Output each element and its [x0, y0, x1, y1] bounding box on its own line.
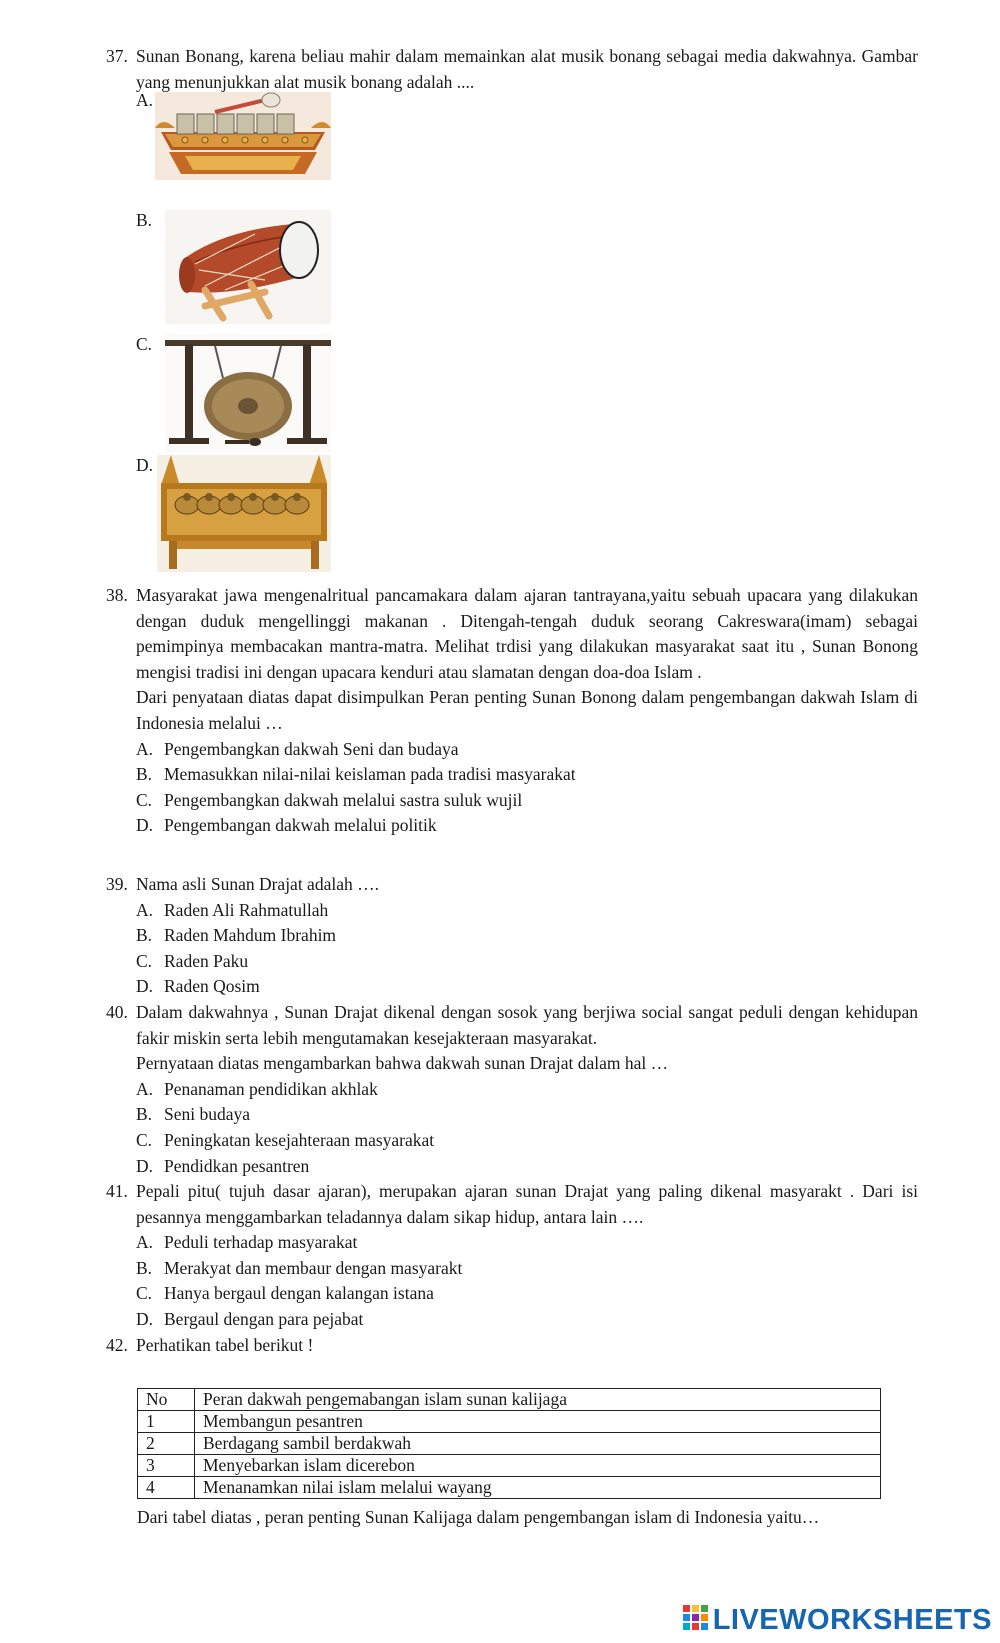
table-cell: Membangun pesantren	[195, 1411, 881, 1433]
question-41	[106, 1179, 918, 1333]
question-text: Masyarakat jawa mengenalritual pancamakara dalam ajaran tantrayana,yaitu sebuah upacara yang dilakukan dengan duduk mengellinggi makanan . Ditengah-tengah duduk seorang Cakreswara(imam) sebagai pemimpinya membacakan mantra-matra. Melihat trdisi yang dilakukan masyarakat saat itu , Sunan Bonong mengisi tradisi ini dengan upacara kenduri atau slamatan dengan doa-doa Islam .	[136, 585, 918, 682]
table-cell: 3	[138, 1455, 195, 1477]
question-number: 40.	[106, 1002, 128, 1022]
option-c[interactable]: C. Hanya bergaul dengan kalangan istana	[136, 1283, 434, 1304]
option-b[interactable]: B. Memasukkan nilai-nilai keislaman pada tradisi masyarakat	[136, 764, 576, 785]
kalijaga-table	[137, 1388, 881, 1499]
table-cell: 2	[138, 1433, 195, 1455]
table-row	[138, 1433, 881, 1455]
options-list	[136, 1230, 918, 1332]
option-a[interactable]: A. Peduli terhadap masyarakat	[136, 1232, 358, 1253]
option-a[interactable]: A. Pengembangkan dakwah Seni dan budaya	[136, 738, 459, 759]
option-letter: B.	[136, 210, 153, 230]
question-text: Perhatikan tabel berikut !	[136, 1335, 314, 1355]
question-text: Dalam dakwahnya , Sunan Drajat dikenal dengan sosok yang berjiwa social sangat peduli dengan kehidupan fakir miskin serta lebih mengutamakan kesejakteraan masyarakat.	[136, 1002, 918, 1048]
question-42-followup: Dari tabel diatas , peran penting Sunan Kalijaga dalam pengembangan islam di Indonesia yaitu…	[137, 1507, 820, 1527]
question-40	[106, 1000, 918, 1179]
saron-gamelan-image	[155, 92, 331, 180]
question-text: Sunan Bonang, karena beliau mahir dalam memainkan alat musik bonang sebagai media dakwahnya. Gambar yang menunjukkan alat musik bonang adalah ....	[136, 46, 918, 92]
table-cell: 1	[138, 1411, 195, 1433]
question-42	[106, 1333, 918, 1359]
option-letter: D.	[136, 455, 154, 475]
liveworksheets-logo-icon	[683, 1605, 709, 1636]
options-list	[136, 737, 918, 839]
question-39	[106, 872, 918, 1000]
option-d[interactable]: D. Bergaul dengan para pejabat	[136, 1308, 364, 1329]
option-c[interactable]: C. Raden Paku	[136, 950, 249, 971]
option-b[interactable]: B. Merakyat dan membaur dengan masyarakt	[136, 1257, 463, 1278]
bonang-gamelan-image	[157, 455, 331, 572]
option-b[interactable]: B. Seni budaya	[136, 1104, 251, 1125]
question-37	[106, 44, 918, 95]
table-cell: Menanamkan nilai islam melalui wayang	[195, 1477, 881, 1499]
option-c[interactable]: C. Pengembangkan dakwah melalui sastra suluk wujil	[136, 789, 523, 810]
gong-image	[165, 334, 331, 452]
table-cell: 4	[138, 1477, 195, 1499]
options-list	[136, 1077, 918, 1179]
logo-text: LIVEWORKSHEETS	[712, 1603, 992, 1636]
question-number: 42.	[106, 1335, 128, 1355]
table-row	[138, 1477, 881, 1499]
options-list	[136, 898, 918, 1000]
question-number: 41.	[106, 1181, 128, 1201]
liveworksheets-logo[interactable]	[683, 1603, 992, 1637]
kendang-drum-image	[165, 210, 331, 324]
option-letter: C.	[136, 334, 153, 354]
option-a[interactable]: A. Raden Ali Rahmatullah	[136, 899, 329, 920]
question-text: Nama asli Sunan Drajat adalah ….	[136, 874, 379, 894]
option-d[interactable]: D. Pengembangan dakwah melalui politik	[136, 815, 437, 836]
question-text: Pepali pitu( tujuh dasar ajaran), merupakan ajaran sunan Drajat yang paling dikenal masyarakt . Dari isi pesannya menggambarkan teladannya dalam sikap hidup, antara lain ….	[136, 1181, 918, 1227]
question-38	[106, 583, 918, 839]
option-d[interactable]: D. Raden Qosim	[136, 976, 260, 997]
question-number: 39.	[106, 874, 128, 894]
table-cell: Menyebarkan islam dicerebon	[195, 1455, 881, 1477]
table-row	[138, 1455, 881, 1477]
option-c[interactable]: C. Peningkatan kesejahteraan masyarakat	[136, 1129, 435, 1150]
question-number: 37.	[106, 46, 128, 66]
table-cell: Berdagang sambil berdakwah	[195, 1433, 881, 1455]
table-header-cell: Peran dakwah pengemabangan islam sunan kalijaga	[195, 1389, 881, 1411]
question-text-continued: Dari penyataan diatas dapat disimpulkan Peran penting Sunan Bonong dalam pengembangan dakwah Islam di Indonesia melalui …	[136, 687, 918, 733]
option-letter: A.	[136, 90, 154, 110]
table-row	[138, 1411, 881, 1433]
option-a[interactable]: A. Penanaman pendidikan akhlak	[136, 1078, 378, 1099]
question-number: 38.	[106, 585, 128, 605]
question-text-continued: Pernyataan diatas mengambarkan bahwa dakwah sunan Drajat dalam hal …	[136, 1053, 669, 1074]
option-d[interactable]: D. Pendidkan pesantren	[136, 1155, 310, 1176]
option-b[interactable]: B. Raden Mahdum Ibrahim	[136, 925, 337, 946]
table-header-row	[138, 1389, 881, 1411]
table-header-cell: No	[138, 1389, 195, 1411]
